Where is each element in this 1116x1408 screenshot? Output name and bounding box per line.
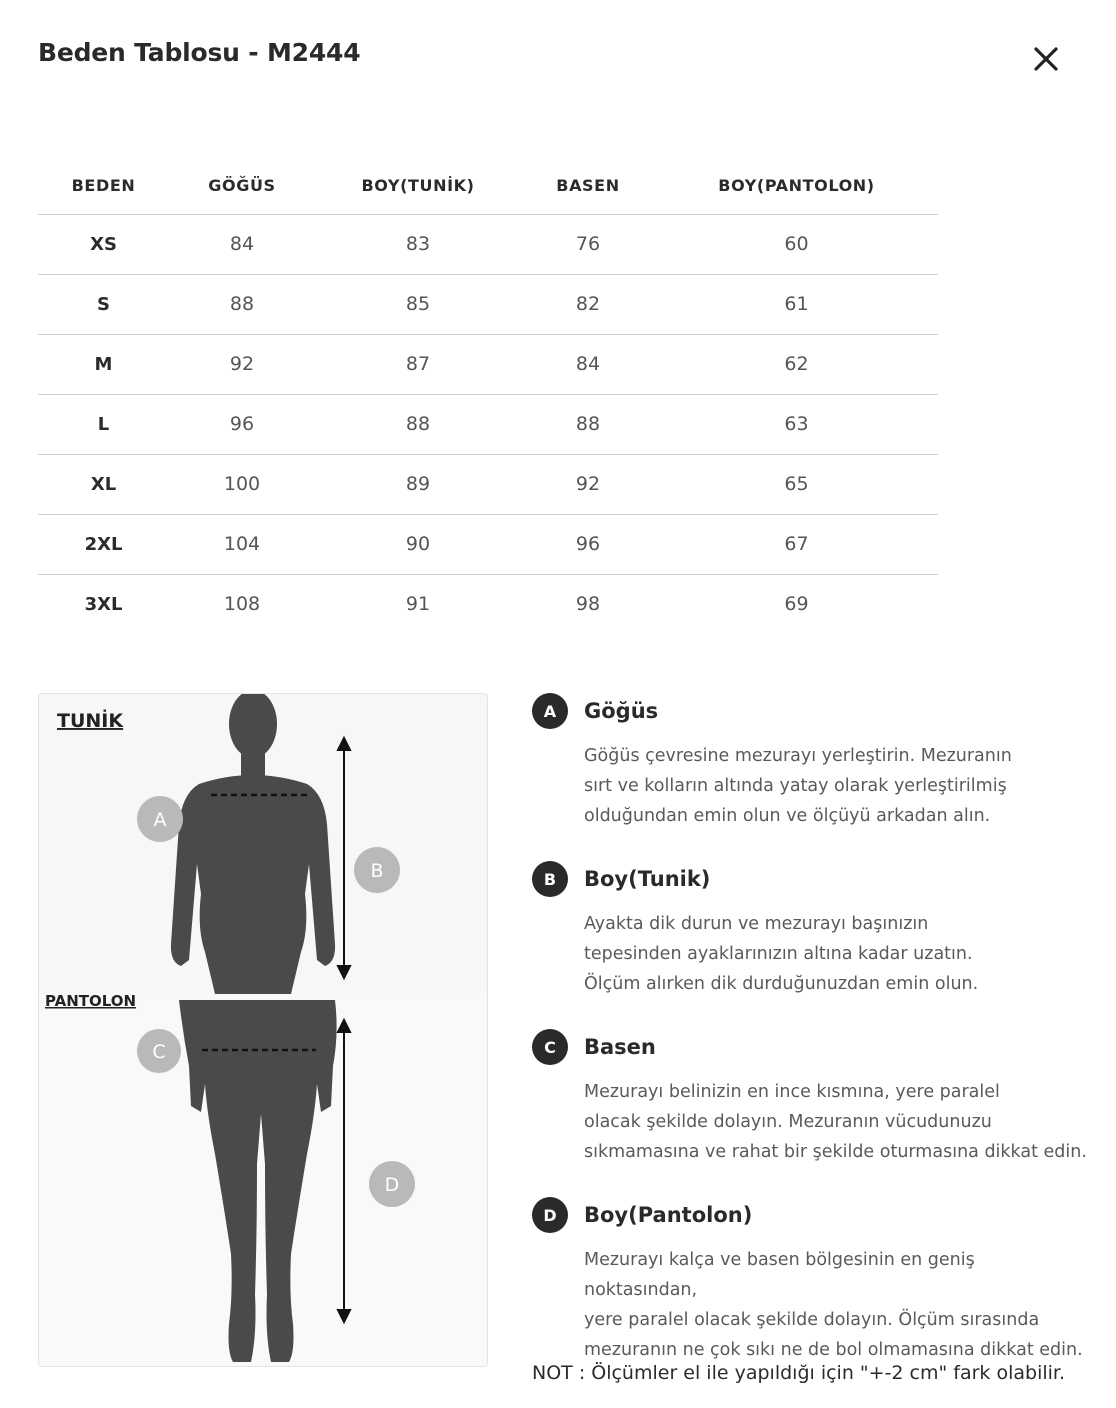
marker-b [354,847,400,893]
close-icon[interactable] [1027,40,1065,78]
table-cell: 69 [784,593,809,616]
table-cell: 92 [521,454,655,514]
table-cell: 89 [315,454,521,514]
guide-text: Ayakta dik durun ve mezurayı başınızın tepesinden ayaklarınızın altına kadar uzatın. Ölçüm alırken dik durduğunuzdan emin olun. [584,914,979,994]
table-row [38,394,938,454]
page-title: Beden Tablosu - M2444 [38,38,361,67]
table-row [38,214,938,274]
guide-title: Boy(Pantolon) [584,1203,753,1227]
table-cell: 84 [521,334,655,394]
table-cell: 76 [521,214,655,274]
marker-a [137,796,183,842]
column-header-basen: BASEN [521,158,655,214]
close-button[interactable] [1027,40,1065,78]
table-row [38,454,938,514]
column-header-boy-tunik: BOY(TUNİK) [315,158,521,214]
svg-text:B: B [370,860,384,882]
letter-badge: D [532,1197,568,1233]
table-cell: 83 [315,214,521,274]
table-cell: 61 [655,274,938,334]
table-cell: 96 [169,394,315,454]
size-cell: M [38,334,169,394]
guide-text: Göğüs çevresine mezurayı yerleştirin. Mezuranın sırt ve kolların altında yatay olarak yerleştirilmiş olduğundan emin olun ve ölçüyü arkadan alın. [584,746,1012,826]
column-header-boy-pantolon: BOY(PANTOLON) [655,158,938,214]
letter-badge: B [532,861,568,897]
guide-item-gogus [532,693,1092,831]
column-header-gogus: GÖĞÜS [169,158,315,214]
guide-title: Boy(Tunik) [584,867,711,891]
table-cell: 88 [521,394,655,454]
column-header-beden: BEDEN [38,158,169,214]
size-cell: S [38,274,169,334]
table-cell: 84 [169,214,315,274]
table-cell: 65 [655,454,938,514]
marker-d [369,1161,415,1207]
tunik-label: TUNİK [57,710,124,732]
body-diagram [39,694,488,1367]
table-cell: 87 [315,334,521,394]
table-cell: 88 [169,274,315,334]
table-cell: 88 [315,394,521,454]
measurement-note: NOT : Ölçümler el ile yapıldığı için "+-2 cm" fark olabilir. [532,1362,1066,1384]
size-cell: L [38,394,169,454]
guide-title: Göğüs [584,699,659,723]
table-row [38,274,938,334]
table-cell: 90 [315,514,521,574]
size-cell: 3XL [84,593,123,615]
pantolon-label: PANTOLON [45,992,137,1010]
table-cell: 60 [655,214,938,274]
table-cell: 91 [405,593,431,616]
table-cell: 96 [521,514,655,574]
table-cell: 85 [315,274,521,334]
marker-c [137,1029,181,1073]
table-cell: 108 [223,593,261,616]
svg-text:A: A [153,809,167,831]
size-cell: 2XL [38,514,169,574]
table-cell: 98 [575,593,601,616]
table-row [38,574,938,634]
size-table [38,158,938,634]
svg-text:D: D [384,1174,400,1196]
table-cell: 62 [655,334,938,394]
guide-item-boy-tunik [532,861,1092,999]
guide-title: Basen [584,1035,656,1059]
guide-item-basen [532,1029,1092,1167]
table-cell: 67 [655,514,938,574]
letter-badge: C [532,1029,568,1065]
letter-badge: A [532,693,568,729]
table-cell: 104 [169,514,315,574]
table-cell: 100 [169,454,315,514]
size-cell: XL [38,454,169,514]
table-cell: 82 [521,274,655,334]
table-cell: 92 [169,334,315,394]
size-cell: XS [38,214,169,274]
guide-item-boy-pantolon [532,1197,1092,1365]
table-row [38,334,938,394]
measurement-figure [38,693,488,1367]
table-header-row [38,158,938,214]
table-cell: 63 [655,394,938,454]
table-row [38,514,938,574]
svg-text:C: C [152,1041,166,1063]
guide-text: Mezurayı kalça ve basen bölgesinin en geniş noktasından, yere paralel olacak şekilde dolayın. Ölçüm sırasında mezuranın ne çok sıkı ne de bol olmamasına dikkat edin. [584,1250,1083,1360]
guide-text: Mezurayı belinizin en ince kısmına, yere paralel olacak şekilde dolayın. Mezuranın vücudunuzu sıkmamasına ve rahat bir şekilde oturmasına dikkat edin. [584,1082,1087,1162]
